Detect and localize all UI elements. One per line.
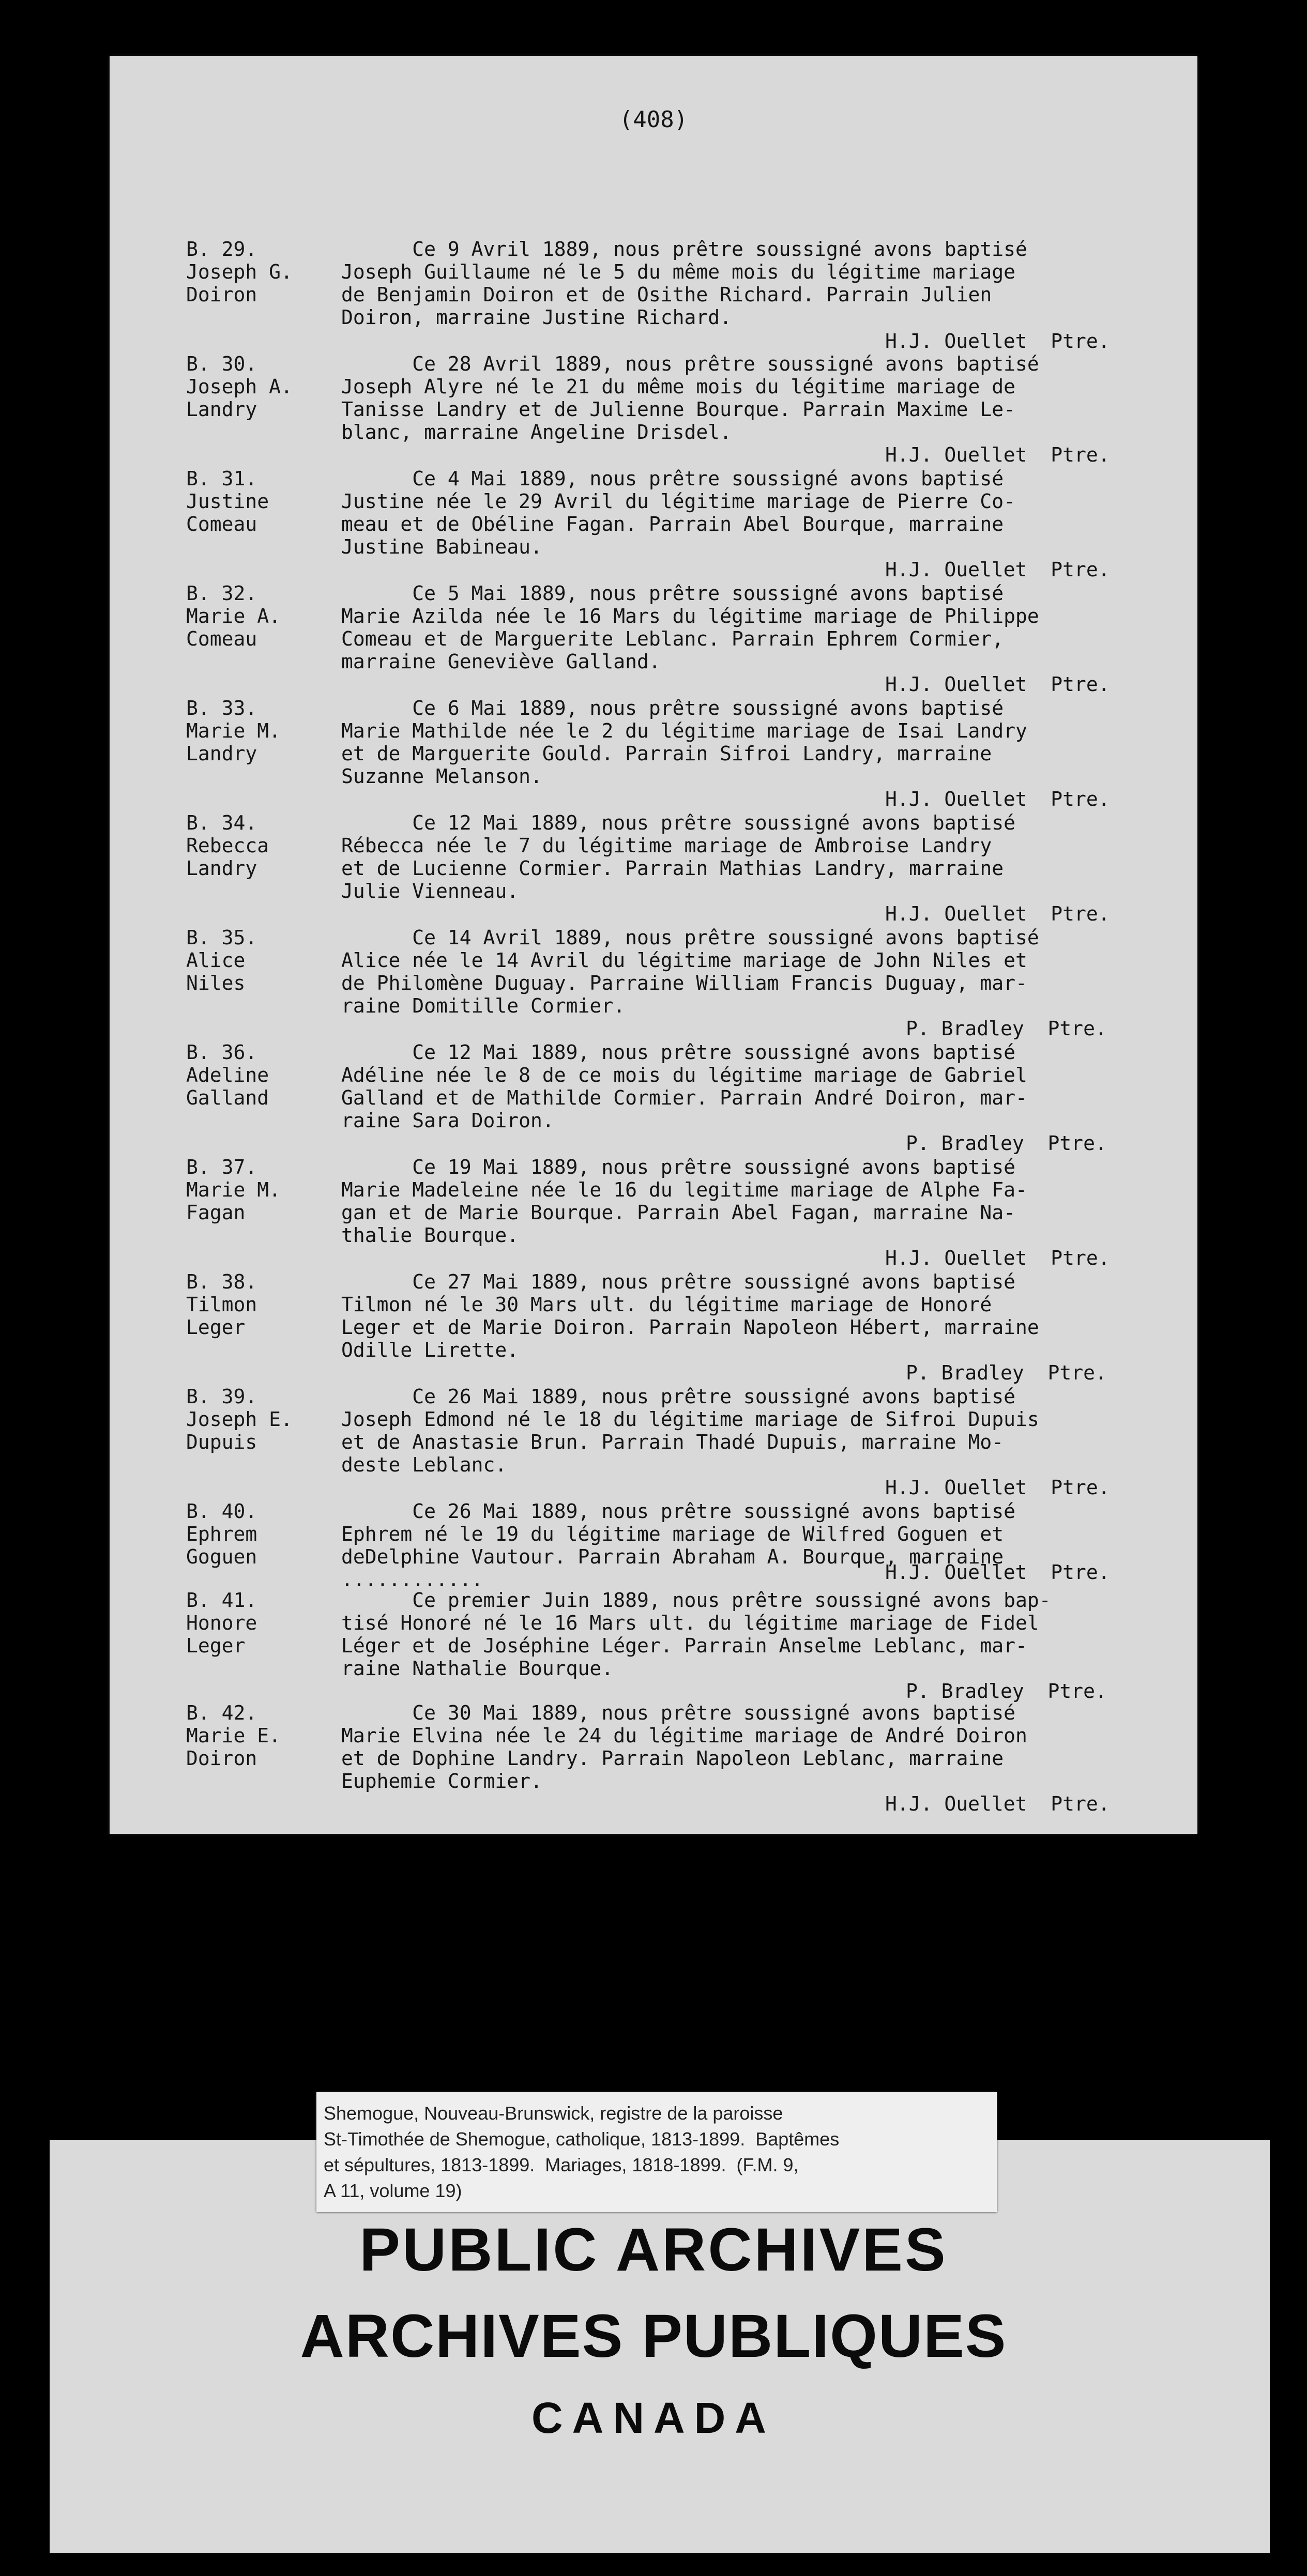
archive-title-french: ARCHIVES PUBLIQUES <box>300 2302 1007 2370</box>
entry-text: Ce 14 Avril 1889, nous prêtre soussigné avons baptisé Alice née le 14 Avril du légitime mariage de John Niles et de Philomène Duguay. Parraine William Francis Duguay, mar- raine Domitille Cormier. <box>341 926 1039 1017</box>
entry-text: Ce 6 Mai 1889, nous prêtre soussigné avons baptisé Marie Mathilde née le 2 du légitime mariage de Isai Landry et de Marguerite Gould. Parrain Sifroi Landry, marraine Suzanne Melanson. <box>341 697 1027 788</box>
entry-label: B. 31. Justine Comeau <box>186 467 269 535</box>
baptism-entry-31 <box>110 467 1197 581</box>
baptism-entry-37 <box>110 1156 1197 1269</box>
entry-label: B. 41. Honore Leger <box>186 1589 257 1657</box>
archive-country: CANADA <box>531 2394 776 2442</box>
entry-label: B. 35. Alice Niles <box>186 926 257 994</box>
entry-signature: H.J. Ouellet Ptre. <box>885 673 1110 696</box>
baptism-entry-38 <box>110 1270 1197 1384</box>
entry-text: Ce 12 Mai 1889, nous prêtre soussigné avons baptisé Adéline née le 8 de ce mois du légitime mariage de Gabriel Galland et de Mathilde Cormier. Parrain André Doiron, mar- raine Sara Doiron. <box>341 1041 1027 1132</box>
entry-signature: P. Bradley Ptre. <box>906 1680 1107 1703</box>
archive-reference-tag <box>316 2092 997 2212</box>
page-number: (408) <box>619 106 688 133</box>
baptism-entry-42 <box>110 1701 1197 1815</box>
entry-label: B. 34. Rebecca Landry <box>186 811 269 880</box>
entry-label: B. 40. Ephrem Goguen <box>186 1500 257 1568</box>
entry-text: Ce 4 Mai 1889, nous prêtre soussigné avons baptisé Justine née le 29 Avril du légitime mariage de Pierre Co- meau et de Obéline Fagan. Parrain Abel Bourque, marraine Justine Babineau. <box>341 467 1016 558</box>
entry-signature: P. Bradley Ptre. <box>906 1017 1107 1040</box>
entry-signature: H.J. Ouellet Ptre. <box>885 1476 1110 1499</box>
baptism-entry-34 <box>110 811 1197 925</box>
baptism-entry-41 <box>110 1589 1197 1703</box>
baptism-entry-32 <box>110 582 1197 696</box>
baptism-entry-29 <box>110 238 1197 351</box>
entry-label: B. 38. Tilmon Leger <box>186 1270 257 1339</box>
entry-label: B. 33. Marie M. Landry <box>186 697 281 765</box>
entry-text: Ce 26 Mai 1889, nous prêtre soussigné avons baptisé Ephrem né le 19 du légitime mariage de Wilfred Goguen et deDelphine Vautour. Parrain Abraham A. Bourque, marraine ............ <box>341 1500 1016 1591</box>
entry-label: B. 37. Marie M. Fagan <box>186 1156 281 1224</box>
entry-signature: H.J. Ouellet Ptre. <box>885 902 1110 925</box>
entry-signature: H.J. Ouellet Ptre. <box>885 1561 1110 1584</box>
entry-label: B. 42. Marie E. Doiron <box>186 1701 281 1770</box>
entry-label: B. 39. Joseph E. Dupuis <box>186 1385 293 1453</box>
entry-text: Ce 5 Mai 1889, nous prêtre soussigné avons baptisé Marie Azilda née le 16 Mars du légitime mariage de Philippe Comeau et de Marguerite Leblanc. Parrain Ephrem Cormier, marraine Geneviève Galland. <box>341 582 1039 673</box>
archive-title-english: PUBLIC ARCHIVES <box>359 2216 948 2284</box>
baptism-entry-35 <box>110 926 1197 1040</box>
baptism-entry-33 <box>110 697 1197 810</box>
entry-signature: H.J. Ouellet Ptre. <box>885 788 1110 810</box>
entry-signature: H.J. Ouellet Ptre. <box>885 330 1110 352</box>
entry-text: Ce 28 Avril 1889, nous prêtre soussigné avons baptisé Joseph Alyre né le 21 du même mois du légitime mariage de Tanisse Landry et de Julienne Bourque. Parrain Maxime Le- blanc, marraine Angeline Drisdel. <box>341 352 1039 443</box>
entry-signature: H.J. Ouellet Ptre. <box>885 443 1110 466</box>
entry-signature: H.J. Ouellet Ptre. <box>885 1792 1110 1815</box>
archive-reference-text: Shemogue, Nouveau-Brunswick, registre de la paroisse St-Timothée de Shemogue, catholique, 1813-1899. Baptêmes et sépultures, 1813-1899. Mariages, 1818-1899. (F.M. 9, A 11, volume 19) <box>324 2103 840 2201</box>
entry-signature: H.J. Ouellet Ptre. <box>885 558 1110 581</box>
entry-label: B. 36. Adeline Galland <box>186 1041 269 1109</box>
entry-text: Ce 12 Mai 1889, nous prêtre soussigné avons baptisé Rébecca née le 7 du légitime mariage de Ambroise Landry et de Lucienne Cormier. Parrain Mathias Landry, marraine Julie Vienneau. <box>341 811 1016 902</box>
entry-text: Ce 27 Mai 1889, nous prêtre soussigné avons baptisé Tilmon né le 30 Mars ult. du légitime mariage de Honoré Leger et de Marie Doiron. Parrain Napoleon Hébert, marraine Odille Lirette. <box>341 1270 1039 1361</box>
entry-text: Ce 30 Mai 1889, nous prêtre soussigné avons baptisé Marie Elvina née le 24 du légitime mariage de André Doiron et de Dophine Landry. Parrain Napoleon Leblanc, marraine Euphemie Cormier. <box>341 1701 1027 1792</box>
entry-label: B. 32. Marie A. Comeau <box>186 582 281 650</box>
baptism-entry-36 <box>110 1041 1197 1155</box>
entry-label: B. 30. Joseph A. Landry <box>186 352 293 421</box>
entry-text: Ce 19 Mai 1889, nous prêtre soussigné avons baptisé Marie Madeleine née le 16 du legitime mariage de Alphe Fa- gan et de Marie Bourque. Parrain Abel Fagan, marraine Na- thalie Bourque. <box>341 1156 1027 1247</box>
entry-text: Ce premier Juin 1889, nous prêtre soussigné avons bap- tisé Honoré né le 16 Mars ult. du légitime mariage de Fidel Léger et de Joséphine Léger. Parrain Anselme Leblanc, mar- raine Nathalie Bourque. <box>341 1589 1051 1680</box>
register-page <box>110 56 1197 1834</box>
entry-signature: H.J. Ouellet Ptre. <box>885 1247 1110 1269</box>
entry-signature: P. Bradley Ptre. <box>906 1132 1107 1155</box>
entry-label: B. 29. Joseph G. Doiron <box>186 238 293 306</box>
entry-text: Ce 9 Avril 1889, nous prêtre soussigné avons baptisé Joseph Guillaume né le 5 du même mois du légitime mariage de Benjamin Doiron et de Osithe Richard. Parrain Julien Doiron, marraine Justine Richard. <box>341 238 1027 329</box>
entry-signature: P. Bradley Ptre. <box>906 1361 1107 1384</box>
baptism-entry-30 <box>110 352 1197 466</box>
baptism-entry-39 <box>110 1385 1197 1499</box>
entry-text: Ce 26 Mai 1889, nous prêtre soussigné avons baptisé Joseph Edmond né le 18 du légitime mariage de Sifroi Dupuis et de Anastasie Brun. Parrain Thadé Dupuis, marraine Mo- deste Leblanc. <box>341 1385 1039 1476</box>
